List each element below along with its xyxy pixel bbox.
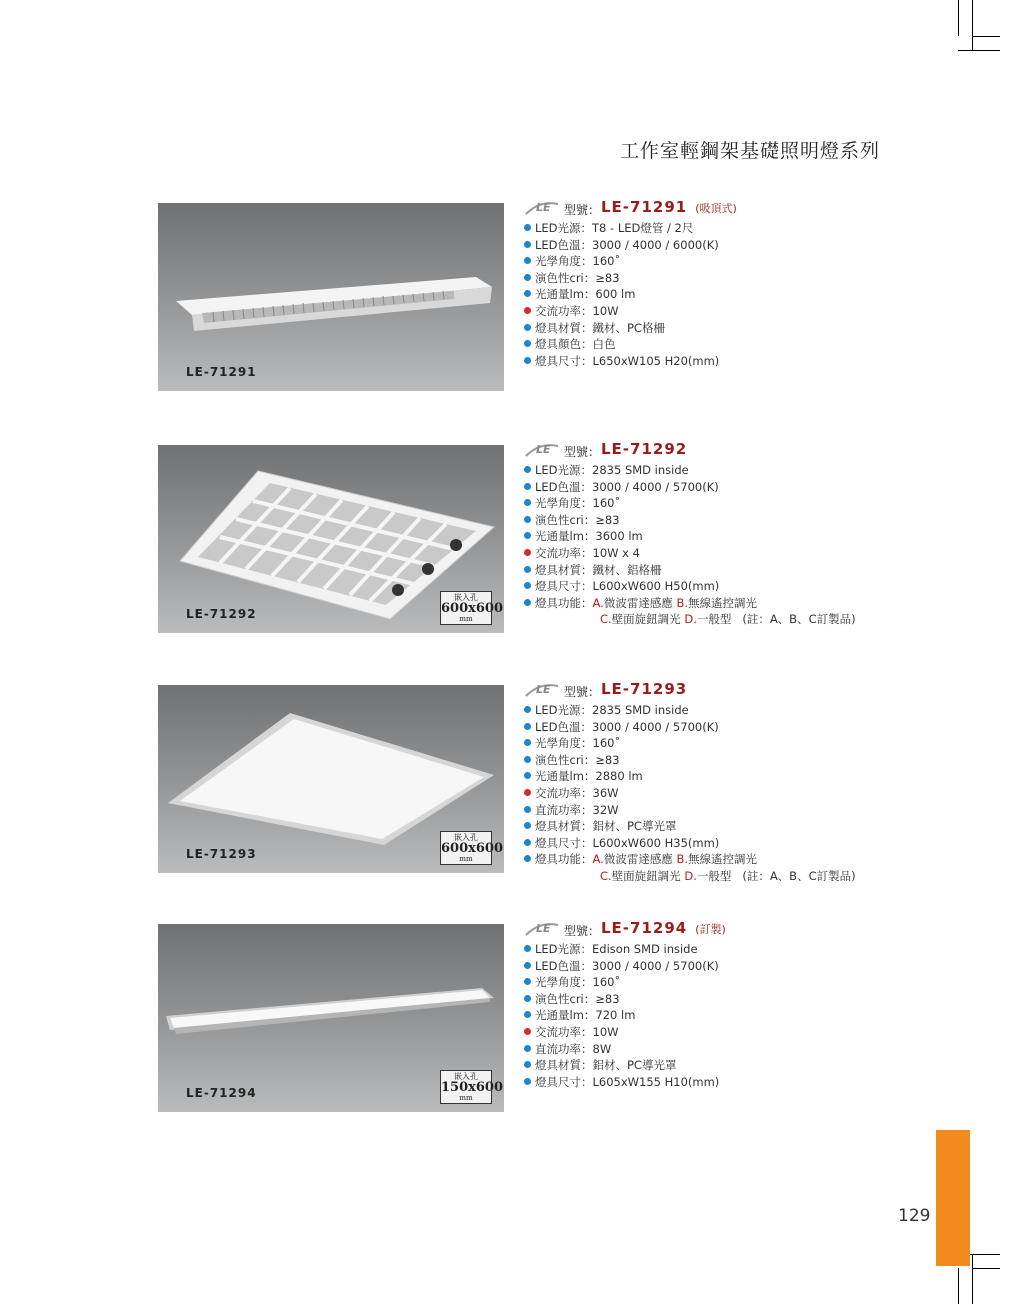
model-key: 型號： [564, 203, 601, 217]
le-logo [524, 442, 560, 458]
spec-row [524, 991, 924, 1008]
spec-key: 燈具材質： [535, 320, 593, 335]
le-logo-text: LE [536, 683, 551, 696]
spec-key: 燈具材質： [535, 562, 593, 577]
spec-row [524, 479, 924, 496]
spec-value: 3000 / 4000 / 5700(K) [592, 958, 719, 973]
spec-block-71292 [524, 440, 924, 628]
spec-block-71293 [524, 680, 924, 885]
fixture-illustration [158, 203, 504, 391]
cutout-badge [440, 591, 504, 625]
model-number-text: LE-71292 [601, 440, 688, 458]
spec-key: 直流功率： [535, 802, 593, 817]
cutout-title: 嵌入孔 [454, 593, 478, 602]
spec-row [524, 1007, 924, 1024]
bullet-icon [524, 599, 531, 606]
spec-value: ≥83 [595, 752, 620, 767]
le-logo-text: LE [536, 201, 551, 214]
spec-key: LED色溫： [535, 719, 593, 734]
spec-row [524, 336, 924, 353]
bullet-icon [524, 224, 531, 231]
bullet-icon [524, 962, 531, 969]
option-tag: A. [592, 595, 604, 610]
bullet-icon [524, 1061, 531, 1068]
bullet-icon [524, 1045, 531, 1052]
spec-value: ≥83 [595, 512, 620, 527]
model-note: (訂製) [695, 923, 726, 936]
option-tag: D. [684, 868, 697, 883]
spec-key: 交流功率： [535, 785, 593, 800]
cutout-badge [440, 1070, 504, 1104]
spec-block-71294 [524, 919, 924, 1090]
spec-value: 160˚ [592, 736, 621, 751]
spec-value: 3000 / 4000 / 5700(K) [592, 719, 719, 734]
bullet-icon [524, 549, 531, 556]
bullet-icon [524, 1078, 531, 1085]
bullet-icon [524, 978, 531, 985]
option-text: 無線遙控調光 [688, 595, 758, 610]
spec-row [524, 702, 924, 719]
spec-value: 3000 / 4000 / 6000(K) [592, 237, 719, 252]
spec-value: 2835 SMD inside [592, 703, 689, 717]
bullet-icon [524, 855, 531, 862]
bullet-icon [524, 324, 531, 331]
option-tag: B. [676, 595, 689, 610]
spec-row [524, 735, 924, 752]
spec-row-function-cont [524, 868, 924, 885]
bullet-icon [524, 822, 531, 829]
spec-value: 160˚ [592, 975, 621, 990]
model-number [601, 198, 737, 216]
spec-value: L600xW600 H35(mm) [592, 835, 720, 850]
section-tab [936, 1130, 970, 1266]
spec-value: 3600 lm [595, 529, 643, 544]
spec-value: 160˚ [592, 254, 621, 269]
model-key: 型號： [564, 924, 601, 938]
spec-key: LED色溫： [535, 479, 593, 494]
cutout-badge [440, 831, 504, 865]
option-text: 壁面旋鈕調光 [611, 612, 681, 627]
le-logo [524, 200, 560, 216]
model-number-text: LE-71291 [601, 198, 688, 216]
photo-label: LE-71292 [186, 607, 257, 621]
spec-row [524, 237, 924, 254]
bullet-icon [524, 756, 531, 763]
spec-value: 10W x 4 [592, 545, 640, 560]
spec-key: LED色溫： [535, 958, 593, 973]
spec-row [524, 303, 924, 320]
spec-row [524, 528, 924, 545]
bullet-icon [524, 483, 531, 490]
spec-value: 720 lm [595, 1008, 636, 1023]
spec-key: 光通量lm： [535, 287, 596, 302]
spec-row [524, 752, 924, 769]
spec-key: LED光源： [535, 463, 593, 477]
bullet-icon [524, 466, 531, 473]
spec-key: LED光源： [535, 703, 593, 717]
spec-value: 鐵材、PC格柵 [592, 320, 665, 335]
spec-key: 光通量lm： [535, 529, 596, 544]
spec-row [524, 941, 924, 958]
spec-row [524, 1057, 924, 1074]
spec-value: 鋁材、PC導光罩 [592, 1058, 677, 1073]
option-note: (註：A、B、C訂製品) [742, 612, 856, 627]
spec-header [524, 198, 924, 220]
spec-row [524, 578, 924, 595]
model-key: 型號： [564, 445, 601, 459]
model-number [601, 440, 687, 458]
spec-header [524, 919, 924, 941]
cutout-title: 嵌入孔 [454, 833, 478, 842]
bullet-icon [524, 307, 531, 314]
spec-key: 光通量lm： [535, 1008, 596, 1023]
bullet-icon [524, 772, 531, 779]
spec-value: 2835 SMD inside [592, 463, 689, 477]
crop-mark [972, 1268, 1000, 1269]
page-number: 129 [898, 1206, 931, 1226]
spec-row [524, 270, 924, 287]
le-logo [524, 921, 560, 937]
spec-value: 2880 lm [595, 769, 643, 784]
spec-key: 燈具尺寸： [535, 579, 593, 594]
crop-mark [972, 1254, 973, 1304]
crop-mark [958, 1268, 959, 1304]
option-text: 微波雷達感應 [603, 595, 673, 610]
bullet-icon [524, 516, 531, 523]
spec-value: Edison SMD inside [592, 942, 698, 956]
bullet-icon [524, 290, 531, 297]
option-tag: B. [676, 852, 689, 867]
spec-key: LED光源： [535, 221, 593, 235]
spec-value: 10W [592, 1024, 619, 1039]
option-tag: A. [592, 852, 604, 867]
product-photo-71293 [158, 685, 504, 873]
option-text: 壁面旋鈕調光 [611, 868, 681, 883]
option-note: (註：A、B、C訂製品) [742, 868, 856, 883]
spec-row-function [524, 595, 924, 612]
spec-header [524, 440, 924, 462]
spec-value: 白色 [592, 337, 616, 352]
photo-label: LE-71291 [186, 365, 257, 379]
bullet-icon [524, 789, 531, 796]
bullet-icon [524, 739, 531, 746]
spec-row-function-cont [524, 611, 924, 628]
spec-key: 燈具尺寸： [535, 835, 593, 850]
spec-value: L650xW105 H20(mm) [592, 353, 720, 368]
spec-row-function [524, 851, 924, 868]
spec-key: LED色溫： [535, 237, 593, 252]
spec-key: 光通量lm： [535, 769, 596, 784]
bullet-icon [524, 1011, 531, 1018]
spec-key: 燈具功能： [535, 595, 593, 610]
spec-key: 交流功率： [535, 303, 593, 318]
product-photo-71292 [158, 445, 504, 633]
spec-key: 演色性cri： [535, 991, 596, 1006]
spec-value: 160˚ [592, 496, 621, 511]
spec-row [524, 320, 924, 337]
bullet-icon [524, 582, 531, 589]
option-tag: D. [684, 612, 697, 627]
spec-row [524, 495, 924, 512]
spec-header [524, 680, 924, 702]
spec-row [524, 785, 924, 802]
bullet-icon [524, 357, 531, 364]
spec-value: L600xW600 H50(mm) [592, 579, 720, 594]
bullet-icon [524, 532, 531, 539]
le-logo-text: LE [536, 443, 551, 456]
crop-mark [958, 50, 1000, 51]
spec-value: 鋁材、PC導光罩 [592, 819, 677, 834]
bullet-icon [524, 1028, 531, 1035]
spec-key: 燈具尺寸： [535, 1074, 593, 1089]
product-photo-71294 [158, 924, 504, 1112]
spec-row [524, 562, 924, 579]
cutout-unit: mm [459, 1094, 473, 1102]
option-text: 微波雷達感應 [603, 852, 673, 867]
bullet-icon [524, 257, 531, 264]
spec-row [524, 719, 924, 736]
model-note: (吸頂式) [695, 202, 737, 215]
spec-key: 光學角度： [535, 975, 593, 990]
spec-key: LED光源： [535, 942, 593, 956]
bullet-icon [524, 241, 531, 248]
crop-mark [958, 0, 959, 36]
option-tag: C. [600, 612, 612, 627]
bullet-icon [524, 806, 531, 813]
spec-key: 交流功率： [535, 1024, 593, 1039]
cutout-title: 嵌入孔 [454, 1072, 478, 1081]
page-title: 工作室輕鋼架基礎照明燈系列 [619, 140, 880, 162]
spec-value: ≥83 [595, 991, 620, 1006]
spec-key: 光學角度： [535, 496, 593, 511]
cutout-unit: mm [459, 615, 473, 623]
spec-row [524, 220, 924, 237]
spec-value: 鐵材、鋁格柵 [592, 562, 662, 577]
bullet-icon [524, 340, 531, 347]
crop-mark [972, 36, 1000, 37]
option-text: 一般型 [696, 612, 732, 627]
spec-key: 直流功率： [535, 1041, 593, 1056]
spec-row [524, 462, 924, 479]
spec-key: 燈具顏色： [535, 337, 593, 352]
spec-row [524, 802, 924, 819]
cutout-size: 150x600 [441, 1080, 504, 1095]
spec-row [524, 545, 924, 562]
spec-value: 10W [592, 303, 619, 318]
spec-row [524, 1041, 924, 1058]
spec-row [524, 835, 924, 852]
spec-key: 燈具材質： [535, 819, 593, 834]
spec-row [524, 512, 924, 529]
bullet-icon [524, 723, 531, 730]
model-number-text: LE-71293 [601, 680, 688, 698]
spec-value: 8W [592, 1041, 612, 1056]
product-photo-71291 [158, 203, 504, 391]
spec-row [524, 974, 924, 991]
spec-value: 600 lm [595, 287, 636, 302]
option-text: 一般型 [696, 868, 732, 883]
option-tag: C. [600, 868, 612, 883]
model-number [601, 919, 726, 937]
spec-row [524, 253, 924, 270]
option-text: 無線遙控調光 [688, 852, 758, 867]
spec-key: 光學角度： [535, 736, 593, 751]
spec-row [524, 353, 924, 370]
spec-key: 燈具材質： [535, 1058, 593, 1073]
le-logo-text: LE [536, 922, 551, 935]
cutout-unit: mm [459, 855, 473, 863]
spec-row [524, 1074, 924, 1091]
spec-key: 演色性cri： [535, 512, 596, 527]
photo-label: LE-71293 [186, 847, 257, 861]
spec-row [524, 958, 924, 975]
spec-value: 36W [592, 785, 619, 800]
spec-key: 演色性cri： [535, 752, 596, 767]
spec-key: 光學角度： [535, 254, 593, 269]
crop-mark [972, 0, 973, 50]
model-number-text: LE-71294 [601, 919, 688, 937]
bullet-icon [524, 499, 531, 506]
le-logo [524, 682, 560, 698]
bullet-icon [524, 566, 531, 573]
spec-key: 演色性cri： [535, 270, 596, 285]
spec-block-71291 [524, 198, 924, 369]
spec-value: L605xW155 H10(mm) [592, 1074, 720, 1089]
bullet-icon [524, 995, 531, 1002]
spec-value: 3000 / 4000 / 5700(K) [592, 479, 719, 494]
cutout-size: 600x600 [441, 601, 504, 616]
spec-value: T8 - LED燈管 / 2尺 [592, 221, 694, 235]
bullet-icon [524, 945, 531, 952]
spec-value: ≥83 [595, 270, 620, 285]
spec-row [524, 768, 924, 785]
bullet-icon [524, 274, 531, 281]
model-number [601, 680, 687, 698]
bullet-icon [524, 706, 531, 713]
spec-key: 交流功率： [535, 545, 593, 560]
spec-row [524, 286, 924, 303]
bullet-icon [524, 839, 531, 846]
cutout-size: 600x600 [441, 841, 504, 856]
spec-row [524, 1024, 924, 1041]
spec-key: 燈具尺寸： [535, 353, 593, 368]
spec-value: 32W [592, 802, 619, 817]
spec-row [524, 818, 924, 835]
spec-key: 燈具功能： [535, 852, 593, 867]
photo-label: LE-71294 [186, 1086, 257, 1100]
model-key: 型號： [564, 685, 601, 699]
